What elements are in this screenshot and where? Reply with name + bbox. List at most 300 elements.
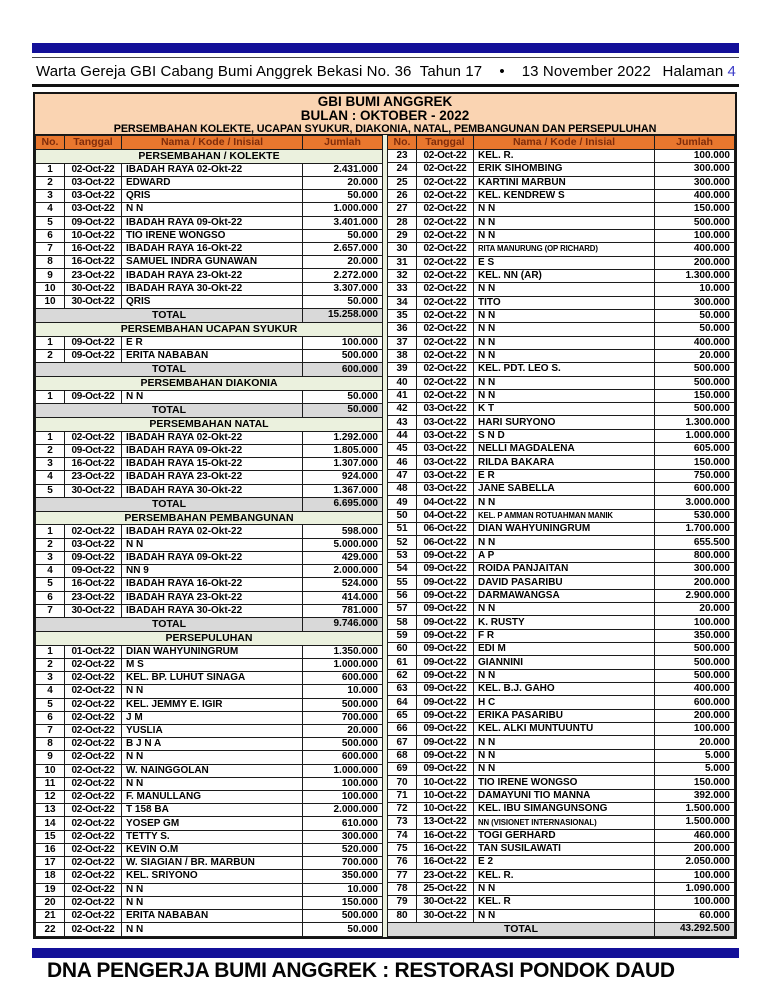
cell-name: KEL. IBU SIMANGUNSONG [474, 803, 655, 816]
total-label: TOTAL [36, 309, 303, 323]
table-row [36, 685, 383, 698]
section-title: PERSEMBAHAN UCAPAN SYUKUR [36, 322, 383, 336]
cell-name: SAMUEL INDRA GUNAWAN [122, 256, 303, 269]
cell-date: 02-Oct-22 [417, 309, 474, 322]
cell-date: 02-Oct-22 [417, 376, 474, 389]
table-row [36, 163, 383, 176]
cell-amount: 600.000 [303, 751, 383, 764]
cell-amount: 150.000 [303, 896, 383, 909]
table-row [36, 471, 383, 484]
cell-amount: 2.657.000 [303, 242, 383, 255]
cell-amount: 429.000 [303, 551, 383, 564]
total-row [36, 404, 383, 418]
cell-name: DIAN WAHYUNINGRUM [122, 645, 303, 658]
cell-name: DAVID PASARIBU [474, 576, 655, 589]
cell-name: KEL. BP. LUHUT SINAGA [122, 672, 303, 685]
cell-no: 14 [36, 817, 65, 830]
section-title: PERSEPULUHAN [36, 631, 383, 645]
cell-name: H C [474, 696, 655, 709]
column-header-1: Tanggal [65, 136, 122, 150]
table-row [388, 496, 735, 509]
cell-date: 09-Oct-22 [417, 643, 474, 656]
cell-no: 33 [388, 283, 417, 296]
cell-name: W. NAINGGOLAN [122, 764, 303, 777]
masthead-title: Warta Gereja GBI Cabang Bumi Anggrek Bekasi No. 36 Tahun 17 • 13 November 2022 [36, 62, 651, 80]
cell-no: 8 [36, 738, 65, 751]
cell-name: N N [474, 763, 655, 776]
table-row [388, 296, 735, 309]
cell-date: 09-Oct-22 [417, 736, 474, 749]
cell-no: 80 [388, 909, 417, 922]
cell-no: 11 [36, 777, 65, 790]
cell-name: B J N A [122, 738, 303, 751]
cell-date: 03-Oct-22 [417, 429, 474, 442]
cell-name: IBADAH RAYA 16-Okt-22 [122, 242, 303, 255]
cell-no: 21 [36, 910, 65, 923]
cell-name: N N [474, 283, 655, 296]
cell-no: 26 [388, 189, 417, 202]
cell-amount: 150.000 [655, 203, 735, 216]
cell-amount: 50.000 [303, 229, 383, 242]
cell-no: 3 [36, 551, 65, 564]
cell-name: N N [474, 216, 655, 229]
cell-amount: 50.000 [303, 390, 383, 403]
cell-no: 12 [36, 791, 65, 804]
cell-name: IBADAH RAYA 30-Okt-22 [122, 604, 303, 617]
cell-amount: 150.000 [655, 389, 735, 402]
cell-no: 5 [36, 698, 65, 711]
table-row [388, 723, 735, 736]
cell-no: 5 [36, 216, 65, 229]
cell-name: DAMAYUNI TIO MANNA [474, 789, 655, 802]
column-header-0: No. [36, 136, 65, 150]
cell-no: 3 [36, 190, 65, 203]
cell-amount: 414.000 [303, 591, 383, 604]
cell-date: 02-Oct-22 [65, 896, 122, 909]
section-header-row [36, 511, 383, 525]
section-title: PERSEMBAHAN PEMBANGUNAN [36, 511, 383, 525]
table-row [388, 429, 735, 442]
cell-date: 03-Oct-22 [65, 176, 122, 189]
cell-name: N N [122, 390, 303, 403]
cell-amount: 500.000 [303, 349, 383, 362]
cell-date: 10-Oct-22 [65, 229, 122, 242]
cell-amount: 500.000 [655, 656, 735, 669]
table-row [36, 591, 383, 604]
cell-no: 1 [36, 163, 65, 176]
cell-amount: 20.000 [655, 603, 735, 616]
cell-amount: 200.000 [655, 842, 735, 855]
cell-name: T 158 BA [122, 804, 303, 817]
cell-name: IBADAH RAYA 09-Okt-22 [122, 551, 303, 564]
cell-no: 2 [36, 176, 65, 189]
table-row [36, 698, 383, 711]
cell-amount: 530.000 [655, 509, 735, 522]
cell-date: 09-Oct-22 [65, 336, 122, 349]
cell-date: 02-Oct-22 [65, 857, 122, 870]
cell-amount: 300.000 [655, 163, 735, 176]
cell-name: ROIDA PANJAITAN [474, 563, 655, 576]
table-row [36, 843, 383, 856]
cell-no: 28 [388, 216, 417, 229]
cell-date: 02-Oct-22 [65, 658, 122, 671]
cell-amount: 1.300.000 [655, 269, 735, 282]
table-row [388, 709, 735, 722]
cell-date: 23-Oct-22 [65, 471, 122, 484]
cell-no: 37 [388, 336, 417, 349]
page-label: Halaman [662, 62, 728, 80]
table-row [388, 749, 735, 762]
cell-name: NN (VISIONET INTERNASIONAL) [474, 816, 655, 829]
table-row [36, 870, 383, 883]
cell-date: 02-Oct-22 [65, 672, 122, 685]
cell-date: 09-Oct-22 [65, 444, 122, 457]
table-row [388, 563, 735, 576]
cell-date: 09-Oct-22 [65, 551, 122, 564]
cell-name: KEL. SRIYONO [122, 870, 303, 883]
cell-amount: 3.307.000 [303, 282, 383, 295]
cell-amount: 300.000 [655, 563, 735, 576]
cell-amount: 3.401.000 [303, 216, 383, 229]
column-header-2: Nama / Kode / Inisial [122, 136, 303, 150]
cell-name: IBADAH RAYA 23-Okt-22 [122, 471, 303, 484]
cell-amount: 1.292.000 [303, 431, 383, 444]
cell-no: 62 [388, 669, 417, 682]
cell-name: N N [474, 909, 655, 922]
cell-name: KEL. B.J. GAHO [474, 683, 655, 696]
column-header-3: Jumlah [655, 136, 735, 150]
cell-no: 47 [388, 469, 417, 482]
cell-no: 10 [36, 764, 65, 777]
cell-no: 7 [36, 724, 65, 737]
table-row [388, 389, 735, 402]
cell-date: 03-Oct-22 [65, 190, 122, 203]
cell-no: 6 [36, 229, 65, 242]
cell-name: KEL. PDT. LEO S. [474, 363, 655, 376]
top-accent-bar [32, 43, 739, 53]
cell-no: 44 [388, 429, 417, 442]
cell-no: 31 [388, 256, 417, 269]
cell-name: IBADAH RAYA 30-Okt-22 [122, 484, 303, 497]
table-row [388, 763, 735, 776]
table-row [388, 349, 735, 362]
cell-date: 02-Oct-22 [65, 685, 122, 698]
total-label: TOTAL [36, 363, 303, 377]
cell-date: 02-Oct-22 [65, 777, 122, 790]
table-row [36, 738, 383, 751]
cell-no: 4 [36, 565, 65, 578]
cell-name: ERIK SIHOMBING [474, 163, 655, 176]
cell-no: 48 [388, 483, 417, 496]
cell-date: 30-Oct-22 [417, 896, 474, 909]
table-row [36, 883, 383, 896]
cell-name: K. RUSTY [474, 616, 655, 629]
cell-amount: 2.431.000 [303, 163, 383, 176]
cell-date: 09-Oct-22 [417, 589, 474, 602]
table-row [388, 163, 735, 176]
cell-date: 09-Oct-22 [417, 669, 474, 682]
cell-name: KEL. ALKI MUNTUUNTU [474, 723, 655, 736]
cell-date: 25-Oct-22 [417, 882, 474, 895]
cell-name: K T [474, 403, 655, 416]
cell-no: 40 [388, 376, 417, 389]
cell-name: N N [122, 751, 303, 764]
table-row [388, 376, 735, 389]
cell-amount: 600.000 [303, 672, 383, 685]
cell-no: 2 [36, 444, 65, 457]
cell-name: W. SIAGIAN / BR. MARBUN [122, 857, 303, 870]
cell-name: HARI SURYONO [474, 416, 655, 429]
cell-name: N N [474, 882, 655, 895]
cell-date: 02-Oct-22 [65, 163, 122, 176]
cell-name: IBADAH RAYA 15-Okt-22 [122, 458, 303, 471]
cell-amount: 1.367.000 [303, 484, 383, 497]
table-row [388, 576, 735, 589]
cell-name: N N [474, 536, 655, 549]
table-row [36, 431, 383, 444]
cell-date: 02-Oct-22 [65, 431, 122, 444]
table-row [388, 856, 735, 869]
cell-amount: 500.000 [655, 669, 735, 682]
table-row [36, 645, 383, 658]
cell-name: NELLI MAGDALENA [474, 443, 655, 456]
cell-no: 56 [388, 589, 417, 602]
cell-name: EDI M [474, 643, 655, 656]
cell-no: 58 [388, 616, 417, 629]
cell-name: N N [474, 389, 655, 402]
cell-date: 02-Oct-22 [417, 269, 474, 282]
table-row [36, 336, 383, 349]
table-row [388, 656, 735, 669]
cell-no: 66 [388, 723, 417, 736]
table-row [36, 242, 383, 255]
cell-no: 68 [388, 749, 417, 762]
cell-date: 30-Oct-22 [65, 295, 122, 308]
cell-date: 02-Oct-22 [417, 389, 474, 402]
cell-amount: 1.300.000 [655, 416, 735, 429]
cell-name: IBADAH RAYA 02-Okt-22 [122, 431, 303, 444]
report-title: GBI BUMI ANGGREK [317, 94, 453, 109]
cell-name: IBADAH RAYA 16-Okt-22 [122, 578, 303, 591]
cell-amount: 300.000 [655, 296, 735, 309]
cell-amount: 100.000 [655, 869, 735, 882]
table-row [388, 523, 735, 536]
table-row [388, 816, 735, 829]
total-row [388, 922, 735, 936]
footer-accent-bar [32, 948, 739, 958]
cell-amount: 5.000 [655, 749, 735, 762]
table-row [388, 776, 735, 789]
cell-amount: 524.000 [303, 578, 383, 591]
cell-name: N N [122, 777, 303, 790]
cell-name: N N [474, 749, 655, 762]
table-row [388, 669, 735, 682]
cell-name: N N [122, 923, 303, 937]
table-row [388, 736, 735, 749]
cell-no: 9 [36, 751, 65, 764]
cell-amount: 1.000.000 [303, 658, 383, 671]
cell-name: QRIS [122, 295, 303, 308]
report-subtitle: BULAN : OKTOBER - 2022 [300, 108, 470, 123]
cell-amount: 50.000 [303, 923, 383, 937]
table-row [388, 323, 735, 336]
table-row [388, 229, 735, 242]
cell-name: A P [474, 549, 655, 562]
cell-amount: 10.000 [303, 883, 383, 896]
table-row [388, 803, 735, 816]
cell-name: DIAN WAHYUNINGRUM [474, 523, 655, 536]
cell-date: 02-Oct-22 [417, 203, 474, 216]
cell-name: KEL. KENDREW S [474, 189, 655, 202]
cell-amount: 2.900.000 [655, 589, 735, 602]
cell-no: 79 [388, 896, 417, 909]
cell-date: 09-Oct-22 [65, 349, 122, 362]
cell-no: 2 [36, 538, 65, 551]
cell-name: N N [474, 229, 655, 242]
table-row [36, 190, 383, 203]
table-row [388, 283, 735, 296]
cell-name: N N [474, 323, 655, 336]
cell-date: 23-Oct-22 [417, 869, 474, 882]
total-amount: 50.000 [303, 404, 383, 418]
section-header-row [36, 631, 383, 645]
cell-date: 09-Oct-22 [417, 563, 474, 576]
cell-no: 27 [388, 203, 417, 216]
cell-date: 02-Oct-22 [65, 883, 122, 896]
cell-amount: 100.000 [655, 229, 735, 242]
cell-amount: 300.000 [303, 830, 383, 843]
masthead [36, 60, 736, 82]
cell-amount: 20.000 [655, 736, 735, 749]
cell-no: 5 [36, 484, 65, 497]
cell-name: ERITA NABABAN [122, 910, 303, 923]
cell-amount: 300.000 [655, 176, 735, 189]
cell-name: GIANNINI [474, 656, 655, 669]
table-row [36, 711, 383, 724]
cell-amount: 2.000.000 [303, 565, 383, 578]
cell-name: F. MANULLANG [122, 791, 303, 804]
cell-date: 02-Oct-22 [65, 724, 122, 737]
cell-no: 72 [388, 803, 417, 816]
cell-no: 15 [36, 830, 65, 843]
cell-no: 25 [388, 176, 417, 189]
cell-no: 22 [36, 923, 65, 937]
cell-name: N N [474, 336, 655, 349]
table-row [36, 295, 383, 308]
cell-no: 4 [36, 203, 65, 216]
table-row [388, 643, 735, 656]
table-row [36, 604, 383, 617]
cell-date: 02-Oct-22 [65, 751, 122, 764]
cell-no: 24 [388, 163, 417, 176]
table-row [388, 176, 735, 189]
total-label: TOTAL [36, 617, 303, 631]
cell-name: N N [122, 538, 303, 551]
cell-amount: 10.000 [655, 283, 735, 296]
cell-date: 09-Oct-22 [417, 629, 474, 642]
cell-name: TIO IRENE WONGSO [122, 229, 303, 242]
cell-amount: 1.000.000 [655, 429, 735, 442]
table-row [36, 349, 383, 362]
table-row [36, 804, 383, 817]
cell-date: 23-Oct-22 [65, 591, 122, 604]
cell-date: 06-Oct-22 [417, 523, 474, 536]
cell-no: 9 [36, 269, 65, 282]
cell-amount: 750.000 [655, 469, 735, 482]
table-row [36, 282, 383, 295]
table-row [36, 565, 383, 578]
cell-date: 02-Oct-22 [65, 738, 122, 751]
cell-amount: 1.000.000 [303, 203, 383, 216]
cell-name: DARMAWANGSA [474, 589, 655, 602]
column-header-row [36, 136, 383, 150]
cell-no: 54 [388, 563, 417, 576]
table-row [388, 882, 735, 895]
cell-amount: 500.000 [655, 643, 735, 656]
cell-amount: 5.000 [655, 763, 735, 776]
cell-no: 17 [36, 857, 65, 870]
cell-amount: 781.000 [303, 604, 383, 617]
cell-name: EDWARD [122, 176, 303, 189]
cell-no: 1 [36, 390, 65, 403]
section-header-row [36, 322, 383, 336]
table-row [36, 777, 383, 790]
cell-amount: 100.000 [655, 723, 735, 736]
cell-amount: 2.272.000 [303, 269, 383, 282]
cell-date: 02-Oct-22 [417, 283, 474, 296]
table-row [36, 658, 383, 671]
cell-no: 77 [388, 869, 417, 882]
cell-name: ERITA NABABAN [122, 349, 303, 362]
cell-no: 70 [388, 776, 417, 789]
table-row [388, 896, 735, 909]
cell-date: 02-Oct-22 [65, 830, 122, 843]
cell-no: 73 [388, 816, 417, 829]
cell-no: 2 [36, 349, 65, 362]
cell-no: 6 [36, 711, 65, 724]
cell-amount: 610.000 [303, 817, 383, 830]
cell-date: 02-Oct-22 [65, 923, 122, 937]
cell-no: 20 [36, 896, 65, 909]
cell-amount: 598.000 [303, 525, 383, 538]
cell-amount: 400.000 [655, 683, 735, 696]
total-label: TOTAL [36, 404, 303, 418]
cell-no: 50 [388, 509, 417, 522]
table-row [36, 751, 383, 764]
cell-date: 02-Oct-22 [65, 791, 122, 804]
table-row [36, 578, 383, 591]
cell-amount: 1.307.000 [303, 458, 383, 471]
cell-amount: 5.000.000 [303, 538, 383, 551]
cell-name: YOSEP GM [122, 817, 303, 830]
cell-name: IBADAH RAYA 02-Okt-22 [122, 163, 303, 176]
cell-name: KEL. NN (AR) [474, 269, 655, 282]
table-row [36, 458, 383, 471]
table-row [388, 696, 735, 709]
cell-date: 04-Oct-22 [417, 509, 474, 522]
table-row [388, 243, 735, 256]
table-row [388, 789, 735, 802]
table-row [388, 189, 735, 202]
cell-amount: 60.000 [655, 909, 735, 922]
table-row [388, 269, 735, 282]
cell-amount: 200.000 [655, 709, 735, 722]
cell-no: 46 [388, 456, 417, 469]
table-row [388, 536, 735, 549]
column-header-3: Jumlah [303, 136, 383, 150]
cell-name: QRIS [122, 190, 303, 203]
cell-name: IBADAH RAYA 23-Okt-22 [122, 269, 303, 282]
